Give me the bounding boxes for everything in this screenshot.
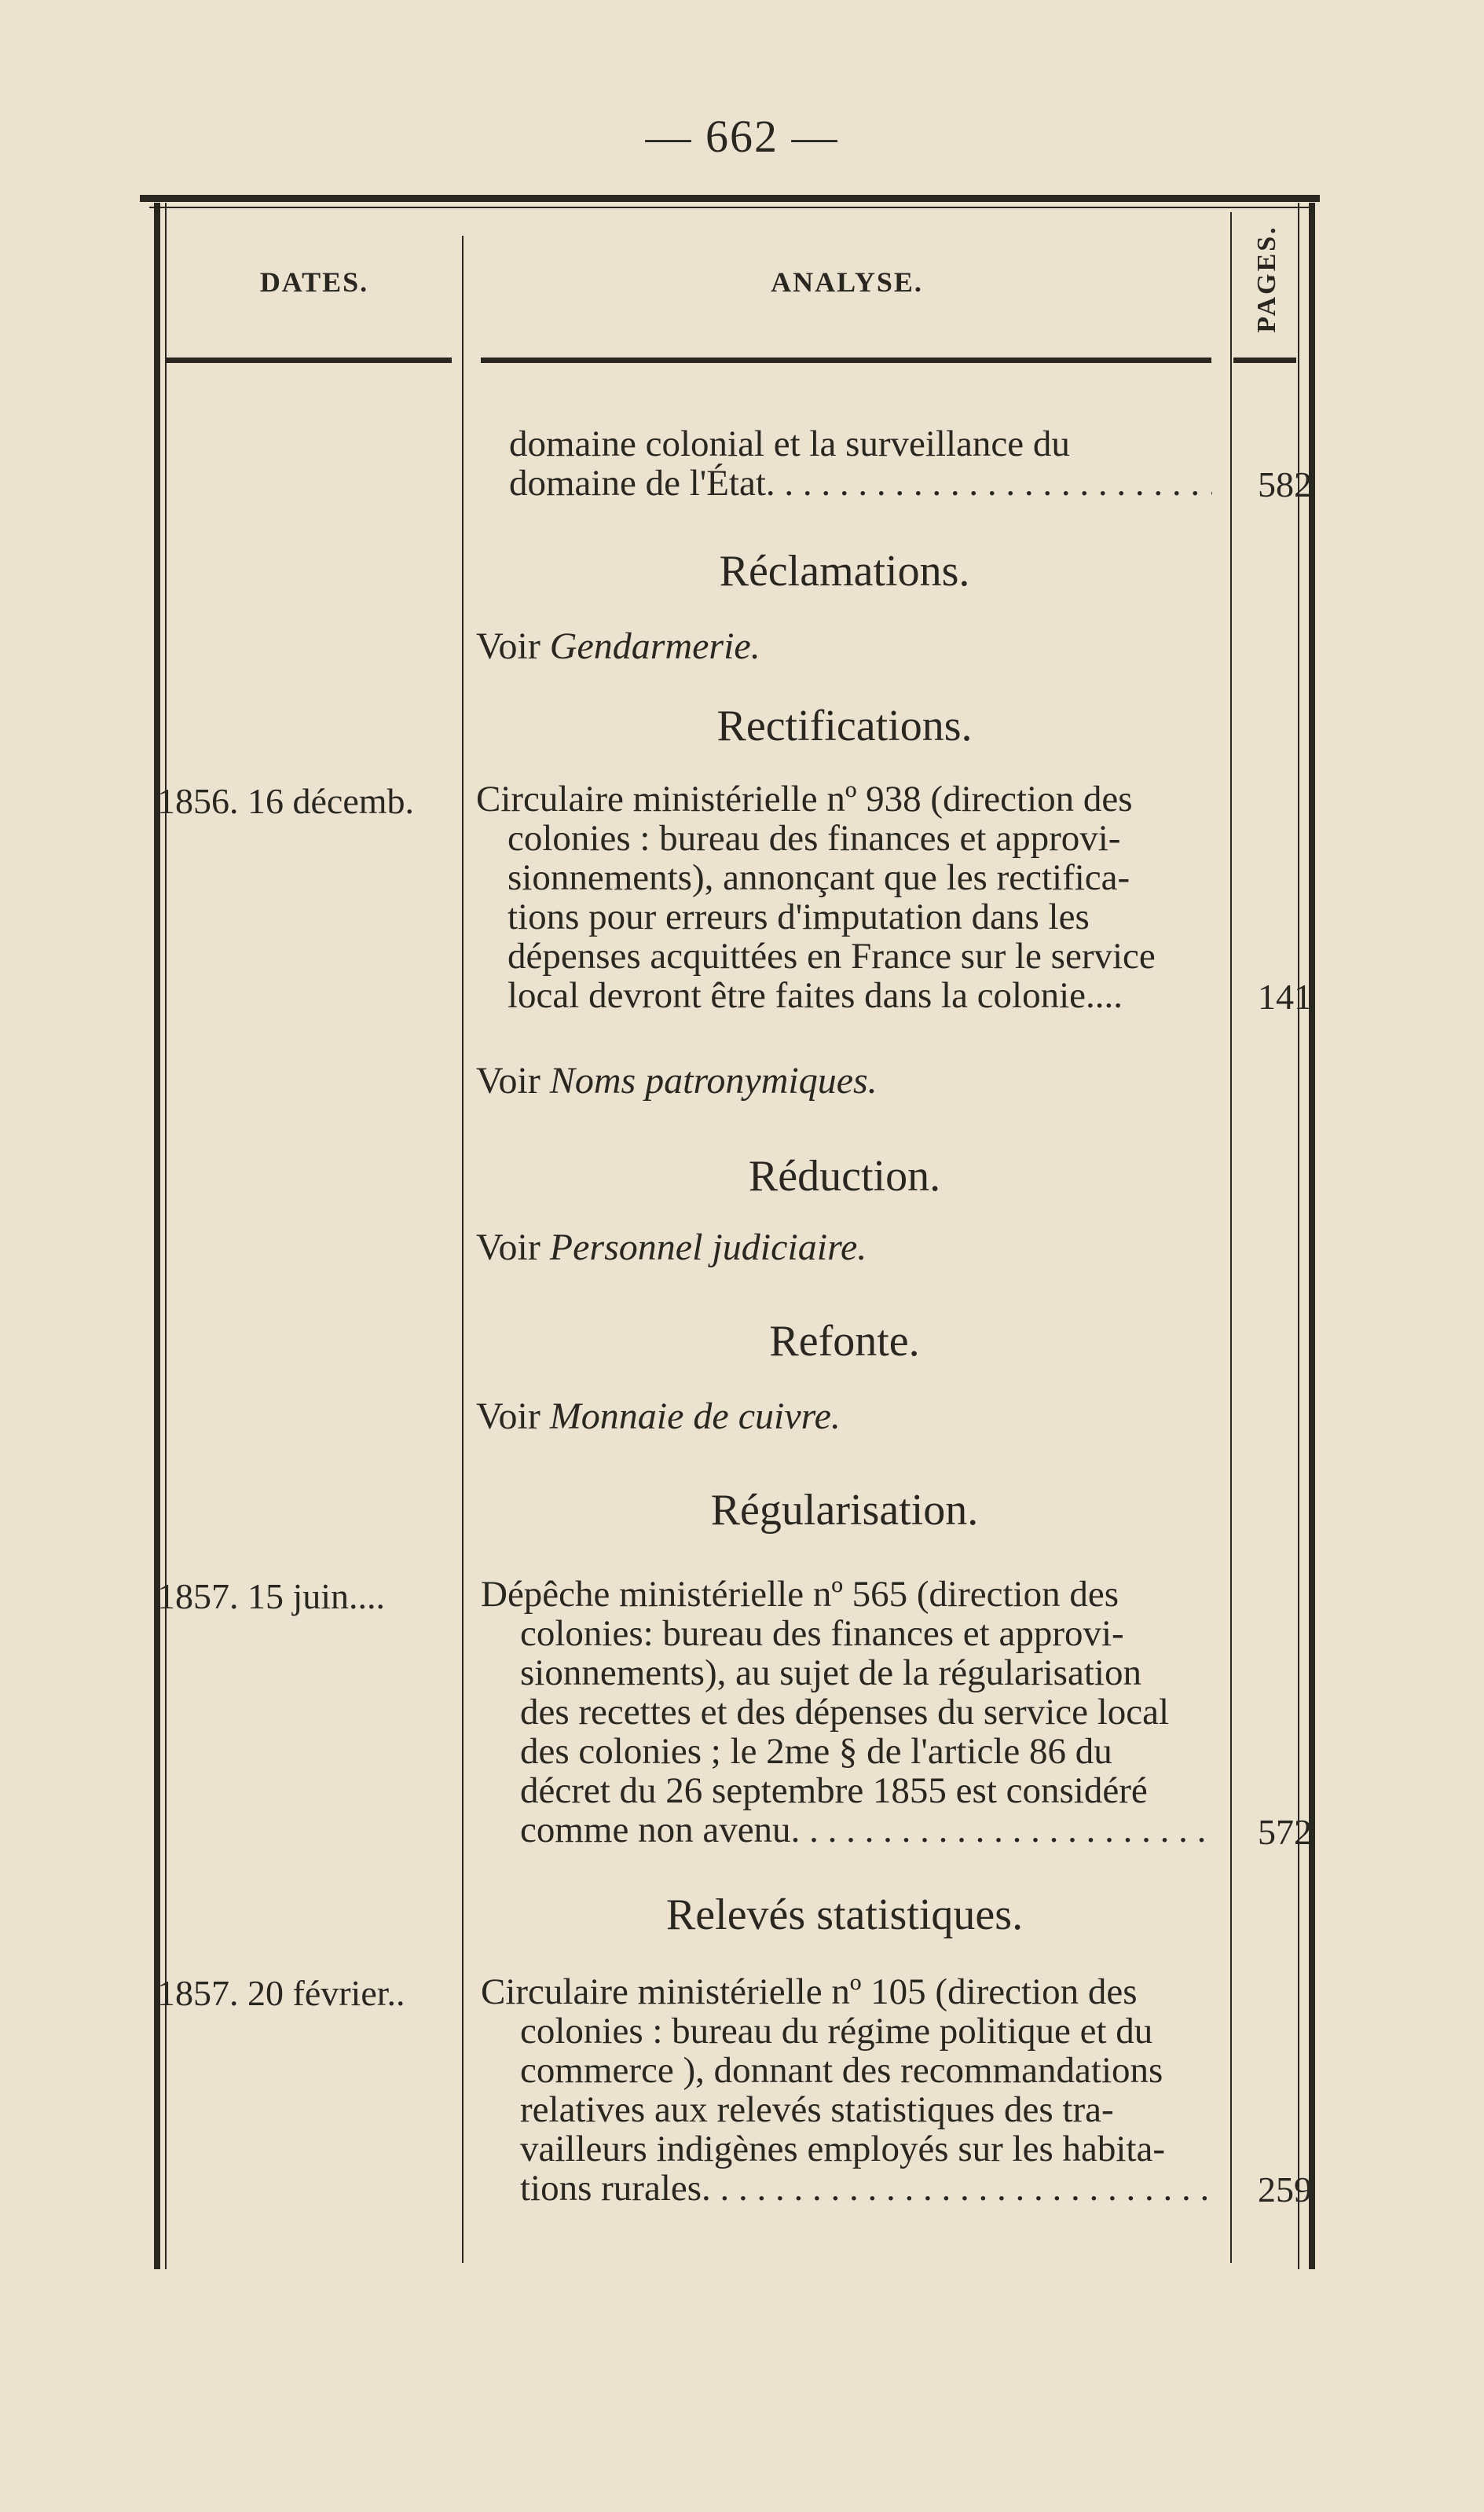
heading-reduction: Réduction. xyxy=(748,1152,941,1201)
page-releves: 259 xyxy=(1258,2169,1312,2209)
header-rule-dates xyxy=(165,358,452,363)
header-rule-pages xyxy=(1233,358,1296,363)
heading-rectifications: Rectifications. xyxy=(716,702,973,750)
heading-reclamations: Réclamations. xyxy=(719,547,970,596)
left-border xyxy=(154,203,160,2269)
date-rectifications: 1856. 16 décemb. xyxy=(157,781,415,821)
header-rule-analyse xyxy=(481,358,1211,363)
continuation-line-1: domaine colonial et la surveillance du xyxy=(509,424,1070,464)
header-dates: DATES. xyxy=(259,266,369,298)
continuation-line-2: domaine de l'État xyxy=(509,463,766,504)
page-rectifications: 141 xyxy=(1258,977,1312,1017)
right-border xyxy=(1309,203,1315,2269)
date-regularisation: 1857. 15 juin.... xyxy=(157,1576,386,1616)
continuation-page: 582 xyxy=(1258,464,1312,504)
left-inner-border xyxy=(165,203,167,2269)
heading-regularisation: Régularisation. xyxy=(710,1486,979,1535)
header-pages: PAGES. xyxy=(1252,225,1281,333)
entry-regularisation: Dépêche ministérielle nº 565 (direction des colonies: bureau des finances et approvi- sionnements), au sujet de la régularisation des recettes et des dépenses du service local des colonies ; le 2me § de l'article 86 du décret du 26 septembre 1855 est considéré comme non avenu . . . xyxy=(481,1575,1227,1850)
voir-reclamations: Voir Gendarmerie. xyxy=(476,625,760,667)
voir-reduction: Voir Personnel judiciaire. xyxy=(476,1227,867,1268)
dates-column-divider xyxy=(462,236,464,2263)
continuation-entry xyxy=(509,424,1212,503)
heading-releves: Relevés statistiques. xyxy=(665,1890,1024,1939)
voir-rectifications: Voir Noms patronymiques. xyxy=(476,1060,878,1102)
page-number: — 662 — xyxy=(645,111,839,162)
page-regularisation: 572 xyxy=(1258,1812,1312,1852)
right-inner-border xyxy=(1298,203,1299,2269)
analyse-column-divider xyxy=(1230,212,1232,2263)
entry-rectifications: Circulaire ministérielle nº 938 (direction des colonies : bureau des finances et approvi- sionnements), annonçant que les rectifica- tions pour erreurs d'imputation dans les dépenses acquittées en France sur le service local devront être faites dans la colonie.... xyxy=(476,779,1156,1016)
voir-refonte: Voir Monnaie de cuivre. xyxy=(476,1395,841,1437)
entry-releves: Circulaire ministérielle nº 105 (direction des colonies : bureau du régime politique et du commerce ), donnant des recommandations relatives aux relevés statistiques des tra- vailleurs indigènes employés sur les habita- tions rurales . . . xyxy=(481,1972,1227,2208)
heading-refonte: Refonte. xyxy=(769,1317,920,1366)
date-releves: 1857. 20 février.. xyxy=(157,1973,405,2013)
header-analyse: ANALYSE. xyxy=(771,266,923,298)
